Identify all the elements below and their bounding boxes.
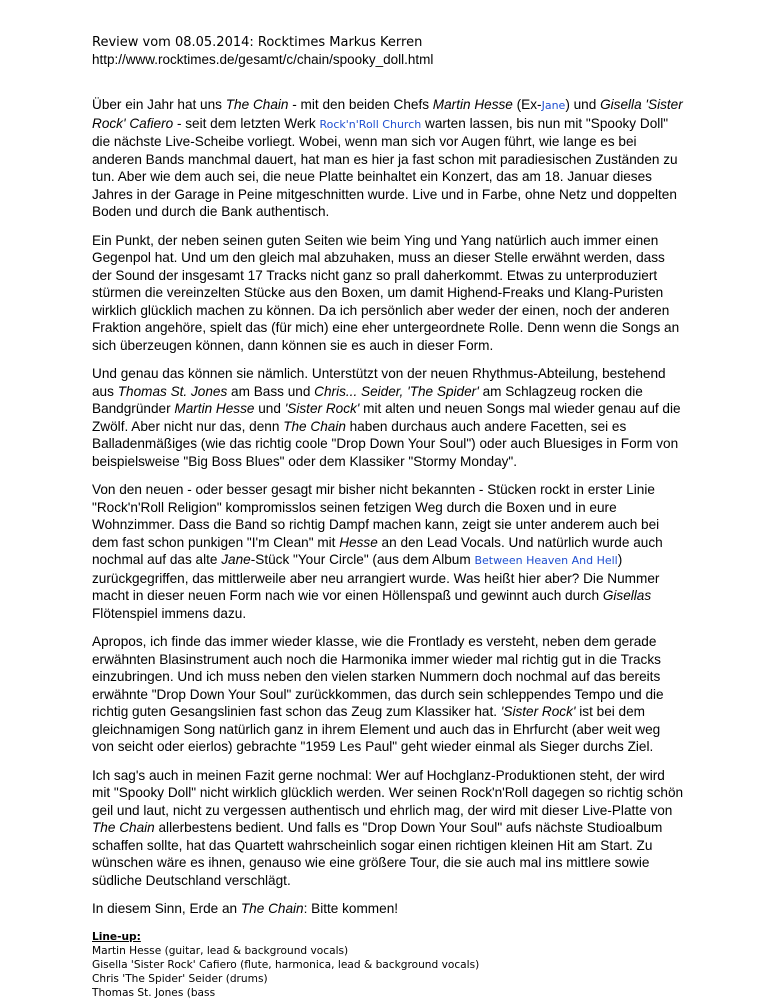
person-name: Thomas St. Jones: [117, 383, 228, 399]
text: : Bitte kommen!: [303, 901, 399, 916]
paragraph-7: [92, 900, 685, 918]
person-name: 'Sister Rock': [284, 401, 360, 416]
text: am Bass und: [227, 383, 315, 399]
lineup-section: [92, 930, 685, 1000]
band-name: The Chain: [240, 901, 304, 916]
text: am Schlagzeug rocken die Bandgründer: [92, 383, 643, 416]
text: an den Lead Vocals. Und natürlich wurde auch nochmal auf das alte: [92, 534, 663, 567]
paragraph-2: Ein Punkt, der neben seinen guten Seiten wie beim Ying und Yang natürlich auch immer einen Gegenpol hat. Und um den gleich mal abzuhaken, muss an dieser Stelle erwähnt werden, dass der Sound der insgesamt 17 Tracks nicht ganz so prall daherkommt. Etwas zu unterproduziert stürmen die vereinzelten Stücke aus den Boxen, um damit Highend-Freaks und Klang-Puristen wirklich glücklich machen zu können. Da ich persönlich aber weder der einen, noch der anderen Fraktion angehöre, spielt das (für mich) eine eher untergeordnete Rolle. Denn wenn die Songs an sich überzeugen können, dann können sie es auch in dieser Form.: [92, 232, 680, 353]
lineup-member: Martin Hesse (guitar, lead & background vocals): [92, 944, 349, 957]
text: haben durchaus auch andere Facetten, sei es Balladenmäßiges (wie das richtig coole "Drop Down Your Soul") oder auch Bluesiges in Form von beispielsweise "Big Boss Blues" oder dem Klassiker "Stormy Monday".: [92, 418, 679, 469]
text: In diesem Sinn, Erde an: [92, 901, 241, 916]
text: Von den neuen - oder besser gesagt mir bisher nicht bekannten - Stücken rockt in erster Linie "Rock'n'Roll Religion" kompromisslos seinen fetzigen Weg durch die Boxen und in eure Wohnzimmer. Dass die Band so richtig Dampf machen kann, zeigt sie unter anderem auch bei dem fast schon punkigen "I'm Clean" mit: [92, 482, 660, 550]
paragraph-3: [92, 365, 685, 470]
person-name: Martin Hesse: [174, 401, 255, 416]
link-rocknroll-church[interactable]: Rock'n'Roll Church: [319, 117, 422, 131]
document-header: [92, 34, 692, 68]
link-between-heaven-and-hell[interactable]: Between Heaven And Hell: [474, 554, 618, 567]
review-source-line: Review vom 08.05.2014: Rocktimes Markus Kerren: [92, 35, 423, 50]
person-name: Gisellas: [602, 588, 652, 603]
lineup-member: Thomas St. Jones (bass: [92, 986, 216, 999]
text: Und genau das können sie nämlich. Unterstützt von der neuen Rhythmus-Abteilung, bestehend aus: [92, 366, 666, 399]
review-body: [92, 96, 685, 1000]
band-name: The Chain: [283, 418, 346, 434]
text: Über ein Jahr hat uns: [92, 97, 226, 112]
review-url: http://www.rocktimes.de/gesamt/c/chain/spooky_doll.html: [92, 52, 434, 67]
link-jane[interactable]: Jane: [541, 99, 566, 112]
lineup-title: Line-up:: [92, 930, 141, 943]
text: Flötenspiel immens dazu.: [92, 605, 247, 621]
text: ) und: [565, 97, 601, 112]
text: Apropos, ich finde das immer wieder klasse, wie die Frontlady es versteht, neben dem gerade erwähnten Blasinstrument auch noch die Harmonika immer wieder mal richtig gut in die Tracks einzubringen. Und ich muss neben den vielen starken Nummern doch nochmal auf das bereits erwähnte "Drop Down Your Soul" zurückkommen, das durch sein schleppendes Tempo und die richtig guten Gesangslinien fast schon das Zeug zum Klassiker hat.: [92, 634, 664, 719]
band-name: The Chain: [225, 97, 289, 112]
text: warten lassen, bis nun mit "Spooky Doll" die nächste Live-Scheibe vorliegt. Wobei, wenn man sich vor Augen führt, wie lange es bei anderen Bands manchmal dauert, hat man es hier ja fast schon mit paradiesischen Zuständen zu tun. Aber wie dem auch sei, die neue Platte beinhaltet ein Konzert, das am 18. Januar dieses Jahres in der Garage in Peine mitgeschnitten wurde. Live und in Farbe, ohne Netz und doppelten Boden und durch die Bank authentisch.: [92, 115, 678, 219]
person-name: Hesse: [339, 534, 378, 550]
person-name: Martin Hesse: [432, 97, 513, 112]
text: - mit den beiden Chefs: [288, 97, 433, 112]
text: Ich sag's auch in meinen Fazit gerne nochmal: Wer auf Hochglanz-Produktionen steht, der wird mit "Spooky Doll" nicht wirklich glücklich werden. Wer seinen Rock'n'Roll dagegen so richtig schön geil und laut, nicht zu vergessen authentisch und ehrlich mag, der wird mit dieser Live-Platte von: [92, 767, 684, 818]
text: und: [254, 401, 285, 416]
band-name: Jane: [221, 552, 251, 567]
band-name: The Chain: [92, 820, 155, 835]
paragraph-6: [92, 767, 685, 890]
text: (Ex-: [512, 97, 542, 112]
lineup-member: Gisella 'Sister Rock' Cafiero (flute, harmonica, lead & background vocals): [92, 958, 480, 971]
text: ) zurückgegriffen, das mittlerweile aber neu arrangiert wurde. Was heißt hier aber? Die Nummer macht in dieser neuen Form nach wie vor einen Höllenspaß und gewinnt auch durch: [92, 552, 660, 603]
person-name: 'Sister Rock': [500, 704, 576, 719]
text: ist bei dem gleichnamigen Song natürlich ganz in ihrem Element und auch das in Ehrfurcht (aber weit weg von seicht oder eierlos) gebrachte "1959 Les Paul" geht wieder einmal als Sieger durchs Ziel.: [92, 704, 661, 754]
lineup-member: Chris 'The Spider' Seider (drums): [92, 972, 268, 985]
person-name: Chris... Seider, 'The Spider': [314, 383, 479, 399]
paragraph-4: [92, 481, 685, 622]
paragraph-5: [92, 633, 685, 756]
text: mit alten und neuen Songs mal wieder genau auf die Zwölf. Aber nicht nur das, denn: [92, 401, 681, 434]
text: -Stück "Your Circle" (aus dem Album: [250, 552, 475, 567]
text: allerbestens bedient. Und falls es "Drop Down Your Soul" aufs nächste Studioalbum schaffen sollte, hat das Quartett wahrscheinlich sogar einen richtigen kleinen Hit am Start. Zu wünschen wäre es ihnen, genauso wie eine größere Tour, die sie auch mal ins mittlere sowie südliche Deutschland verschlägt.: [92, 820, 663, 888]
person-name: Gisella 'Sister Rock' Cafiero: [92, 97, 683, 131]
text: - seit dem letzten Werk: [173, 115, 320, 131]
paragraph-1: [92, 96, 685, 221]
